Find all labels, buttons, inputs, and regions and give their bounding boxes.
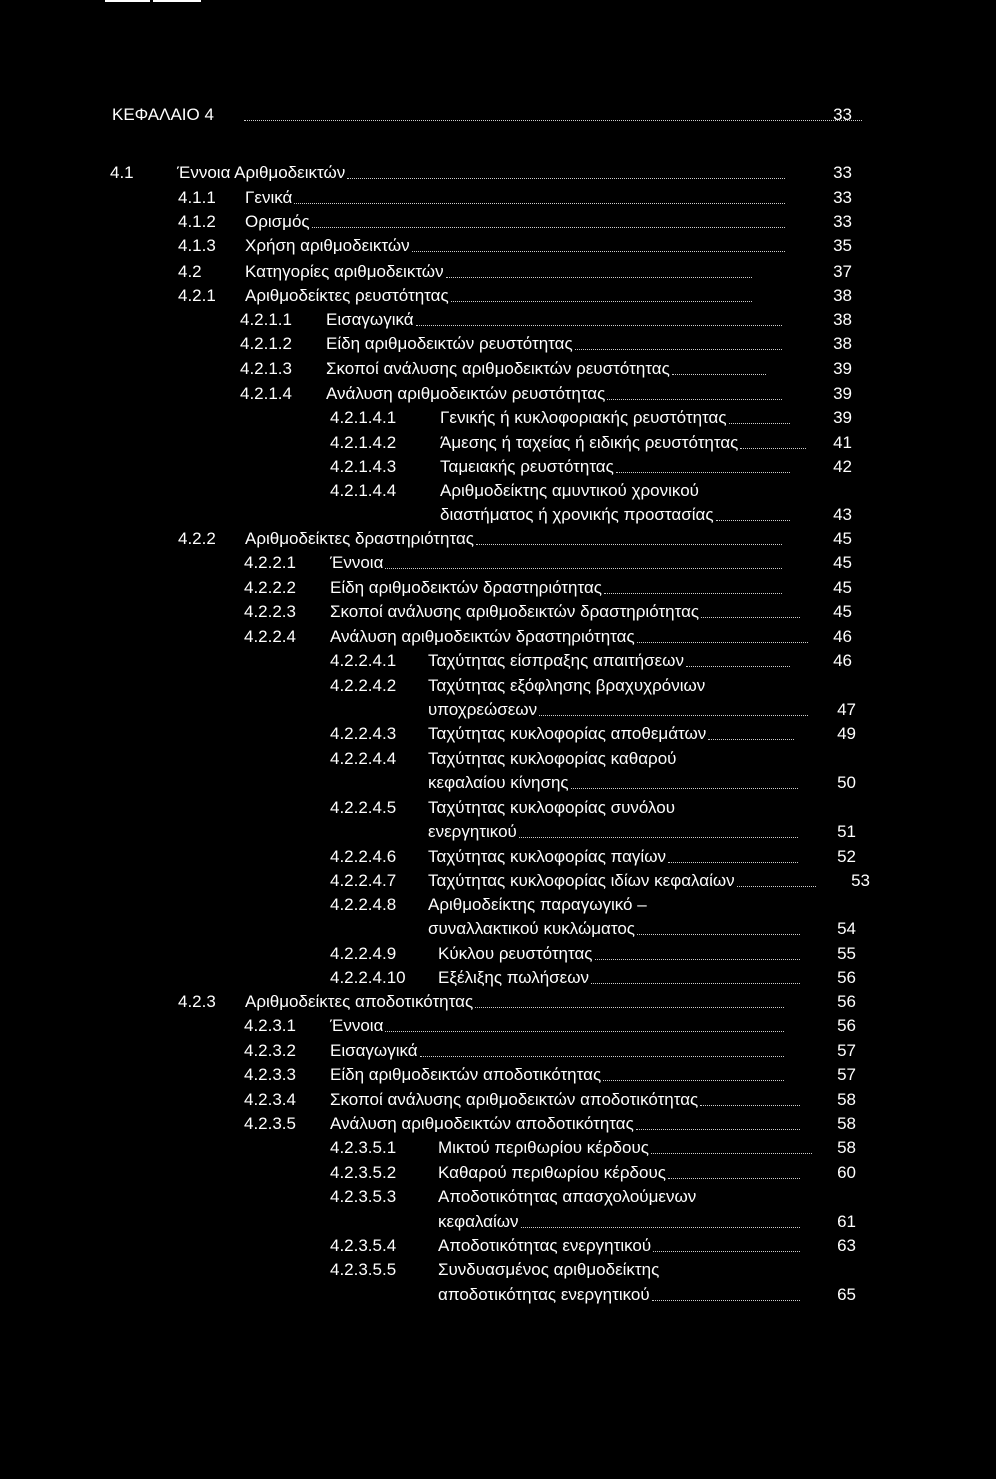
dot-leader [637, 642, 808, 643]
page-number: 60 [837, 1163, 856, 1182]
page-number: 43 [833, 505, 852, 524]
chapter-label: ΚΕΦΑΛΑΙΟ 4 [112, 105, 214, 124]
section-number: 4.1.3 [178, 236, 216, 255]
page-number: 47 [837, 700, 856, 719]
dot-leader [420, 1056, 784, 1057]
section-title: Εισαγωγικά [326, 310, 414, 329]
toc-entry [330, 649, 852, 673]
dot-leader [668, 1178, 800, 1179]
section-number: 4.2.2.4.7 [330, 871, 397, 890]
section-number: 4.2.2.4.1 [330, 651, 397, 670]
page-number: 42 [833, 457, 852, 476]
section-title: Κύκλου ρευστότητας [438, 944, 593, 963]
section-title: Ανάλυση αριθμοδεικτών αποδοτικότητας [330, 1114, 634, 1133]
page-number: 38 [833, 334, 852, 353]
section-number: 4.2.3.5.1 [330, 1138, 397, 1157]
dot-leader [672, 374, 766, 375]
section-number: 4.2.1.4.1 [330, 408, 397, 427]
section-number: 4.2.1.4.3 [330, 457, 397, 476]
section-title: Αποδοτικότητας απασχολούμενων [438, 1187, 697, 1206]
section-number: 4.2.1.4 [240, 384, 292, 403]
toc-entry [178, 990, 856, 1014]
toc-entry [330, 455, 852, 479]
dot-leader [385, 568, 782, 569]
page-number: 56 [837, 992, 856, 1011]
section-number: 4.2.1.3 [240, 359, 292, 378]
dot-leader [616, 472, 790, 473]
page-number: 57 [837, 1065, 856, 1084]
section-title: Χρήση αριθμοδεικτών [245, 236, 410, 255]
toc-entry [244, 1112, 856, 1136]
dot-leader [668, 862, 798, 863]
section-number: 4.2.3.5.3 [330, 1187, 397, 1206]
section-title: Είδη αριθμοδεικτών αποδοτικότητας [330, 1065, 602, 1084]
section-title: Σκοποί ανάλυσης αριθμοδεικτών αποδοτικότητας [330, 1090, 699, 1109]
toc-entry [330, 1234, 856, 1258]
toc-entry [240, 308, 852, 332]
toc-entry [244, 600, 852, 624]
section-title: Ταχύτητας κυκλοφορίας καθαρού [428, 749, 677, 768]
section-title: κεφαλαίου κίνησης [428, 773, 569, 792]
toc-entry [330, 917, 856, 941]
toc-entry [178, 260, 852, 284]
toc-entry [330, 845, 856, 869]
section-title: ενεργητικού [428, 822, 517, 841]
dot-leader [637, 934, 800, 935]
page-number: 49 [837, 724, 856, 743]
section-title: Κατηγορίες αριθμοδεικτών [245, 262, 444, 281]
dot-leader [575, 349, 782, 350]
section-title: αποδοτικότητας ενεργητικού [438, 1285, 650, 1304]
dot-leader [595, 959, 800, 960]
section-title: Ανάλυση αριθμοδεικτών δραστηριότητας [330, 627, 635, 646]
section-title: Γενικά [245, 188, 293, 207]
page-number: 35 [833, 236, 852, 255]
dot-leader [539, 715, 808, 716]
toc-entry [178, 527, 852, 551]
toc-entry [330, 1136, 856, 1160]
section-number: 4.2.3.3 [244, 1065, 296, 1084]
dot-leader [651, 1153, 812, 1154]
page-number: 54 [837, 919, 856, 938]
section-number: 4.2.2 [178, 529, 216, 548]
section-number: 4.2.1.4.4 [330, 481, 397, 500]
section-title: Αριθμοδείκτες δραστηριότητας [245, 529, 474, 548]
section-title: Ταχύτητας κυκλοφορίας παγίων [428, 847, 666, 866]
section-title: Εξέλιξης πωλήσεων [438, 968, 590, 987]
toc-entry [178, 210, 852, 234]
section-title: Καθαρού περιθωρίου κέρδους [438, 1163, 666, 1182]
page-number: 45 [833, 529, 852, 548]
toc-entry [240, 382, 852, 406]
toc-entry [330, 820, 856, 844]
section-number: 4.1.1 [178, 188, 216, 207]
section-number: 4.2.1.4.2 [330, 433, 397, 452]
page-number: 45 [833, 578, 852, 597]
dot-leader [716, 520, 790, 521]
section-title: συναλλακτικού κυκλώματος [428, 919, 636, 938]
toc-entry [244, 1039, 856, 1063]
section-title: Έννοια [330, 1016, 384, 1035]
section-title: Σκοποί ανάλυσης αριθμοδεικτών δραστηριότητας [330, 602, 700, 621]
section-number: 4.2.2.4.5 [330, 798, 397, 817]
dot-leader [740, 448, 806, 449]
toc-entry [244, 1088, 856, 1112]
section-title: Εισαγωγικά [330, 1041, 418, 1060]
dot-leader [476, 544, 782, 545]
section-number: 4.2.3.5.4 [330, 1236, 397, 1255]
dot-leader [451, 301, 752, 302]
section-number: 4.1 [110, 163, 134, 182]
toc-entry [110, 161, 852, 185]
section-title: Σκοποί ανάλυσης αριθμοδεικτών ρευστότητας [326, 359, 670, 378]
section-title: κεφαλαίων [438, 1212, 519, 1231]
page-number: 33 [833, 188, 852, 207]
dot-leader [607, 399, 782, 400]
toc-entry [330, 431, 852, 455]
section-title: Ταχύτητας κυκλοφορίας αποθεμάτων [428, 724, 707, 743]
dot-leader [653, 1251, 800, 1252]
chapter-heading [112, 103, 852, 127]
section-title: Μικτού περιθωρίου κέρδους [438, 1138, 649, 1157]
section-title: Ταμειακής ρευστότητας [440, 457, 614, 476]
dot-leader [729, 423, 790, 424]
section-title: Ανάλυση αριθμοδεικτών ρευστότητας [326, 384, 606, 403]
page-number: 38 [833, 286, 852, 305]
section-title: Γενικής ή κυκλοφοριακής ρευστότητας [440, 408, 727, 427]
toc-entry [330, 698, 856, 722]
section-number: 4.2.3 [178, 992, 216, 1011]
page-number: 53 [851, 871, 870, 890]
dot-leader [686, 666, 790, 667]
page-number: 41 [833, 433, 852, 452]
section-number: 4.2.3.4 [244, 1090, 296, 1109]
page-number: 45 [833, 553, 852, 572]
section-title: Αριθμοδείκτες ρευστότητας [245, 286, 449, 305]
page-number: 51 [837, 822, 856, 841]
toc-entry [240, 332, 852, 356]
dot-leader [475, 1007, 784, 1008]
toc-entry [330, 1283, 856, 1307]
toc-entry [244, 551, 852, 575]
section-number: 4.2.2.4.3 [330, 724, 397, 743]
toc-entry [178, 284, 852, 308]
dot-leader [604, 593, 782, 594]
section-title: Αριθμοδείκτης παραγωγικό – [428, 895, 647, 914]
section-title: Είδη αριθμοδεικτών δραστηριότητας [330, 578, 602, 597]
toc-entry [330, 1161, 856, 1185]
page-number: 38 [833, 310, 852, 329]
section-number: 4.2.1 [178, 286, 216, 305]
section-number: 4.2.1.2 [240, 334, 292, 353]
section-number: 4.2.2.2 [244, 578, 296, 597]
dot-leader [701, 617, 800, 618]
section-number: 4.2.1.1 [240, 310, 292, 329]
section-number: 4.2.2.4.2 [330, 676, 397, 695]
page-number: 33 [833, 163, 852, 182]
section-title: Έννοια Αριθμοδεικτών [177, 163, 346, 182]
section-title: διαστήματος ή χρονικής προστασίας [440, 505, 714, 524]
dot-leader [652, 1300, 800, 1301]
dot-leader [603, 1080, 784, 1081]
page-number: 57 [837, 1041, 856, 1060]
page-number: 33 [833, 212, 852, 231]
page-number: 58 [837, 1090, 856, 1109]
section-title: Αποδοτικότητας ενεργητικού [438, 1236, 652, 1255]
toc-entry [178, 186, 852, 210]
dot-leader [591, 983, 800, 984]
dot-leader [385, 1031, 784, 1032]
page-number: 56 [837, 1016, 856, 1035]
section-number: 4.2.3.1 [244, 1016, 296, 1035]
page-number: 52 [837, 847, 856, 866]
page-number: 56 [837, 968, 856, 987]
section-title: Ταχύτητας εξόφλησης βραχυχρόνιων [428, 676, 706, 695]
section-title: Είδη αριθμοδεικτών ρευστότητας [326, 334, 573, 353]
page-number: 61 [837, 1212, 856, 1231]
dot-leader [416, 325, 782, 326]
section-title: Έννοια [330, 553, 384, 572]
section-number: 4.2.3.5.5 [330, 1260, 397, 1279]
page-number: 39 [833, 408, 852, 427]
toc-entry [240, 357, 852, 381]
section-number: 4.1.2 [178, 212, 216, 231]
dot-leader [294, 203, 785, 204]
section-number: 4.2 [178, 262, 202, 281]
section-number: 4.2.3.2 [244, 1041, 296, 1060]
toc-entry [178, 234, 852, 258]
page-number: 55 [837, 944, 856, 963]
page-number: 63 [837, 1236, 856, 1255]
section-title: Ταχύτητας είσπραξης απαιτήσεων [428, 651, 684, 670]
chapter-page: 33 [833, 105, 852, 124]
toc-entry [330, 942, 856, 966]
section-title: Αριθμοδείκτης αμυντικού χρονικού [440, 481, 699, 500]
section-number: 4.2.2.4 [244, 627, 296, 646]
toc-entry [244, 1014, 856, 1038]
toc-entry [244, 625, 852, 649]
toc-entry [330, 869, 870, 893]
section-number: 4.2.3.5 [244, 1114, 296, 1133]
toc-entry [330, 966, 856, 990]
page-number: 46 [833, 651, 852, 670]
section-number: 4.2.2.4.6 [330, 847, 397, 866]
section-title: Άμεσης ή ταχείας ή ειδικής ρευστότητας [440, 433, 739, 452]
toc-entry [244, 576, 852, 600]
page-number: 37 [833, 262, 852, 281]
page-number: 65 [837, 1285, 856, 1304]
dot-leader [412, 251, 785, 252]
section-title: Ταχύτητας κυκλοφορίας ιδίων κεφαλαίων [428, 871, 735, 890]
page-number: 58 [837, 1114, 856, 1133]
section-title: υποχρεώσεων [428, 700, 538, 719]
section-number: 4.2.2.4.4 [330, 749, 397, 768]
page-number: 39 [833, 384, 852, 403]
section-number: 4.2.2.4.10 [330, 968, 406, 987]
toc-entry [244, 1063, 856, 1087]
page-number: 45 [833, 602, 852, 621]
toc-entry [330, 1210, 856, 1234]
section-title: Συνδυασμένος αριθμοδείκτης [438, 1260, 660, 1279]
page-number: 39 [833, 359, 852, 378]
section-number: 4.2.2.4.9 [330, 944, 397, 963]
section-number: 4.2.2.4.8 [330, 895, 397, 914]
page-number: 46 [833, 627, 852, 646]
dot-leader [700, 1105, 800, 1106]
section-number: 4.2.2.3 [244, 602, 296, 621]
toc-entry [330, 722, 856, 746]
dot-leader [446, 277, 752, 278]
section-title: Αριθμοδείκτες αποδοτικότητας [245, 992, 474, 1011]
section-number: 4.2.3.5.2 [330, 1163, 397, 1182]
page-number: 50 [837, 773, 856, 792]
dot-leader [737, 886, 816, 887]
section-number: 4.2.2.1 [244, 553, 296, 572]
dot-leader [347, 178, 785, 179]
page-number: 58 [837, 1138, 856, 1157]
toc-entry [330, 406, 852, 430]
section-title: Ταχύτητας κυκλοφορίας συνόλου [428, 798, 676, 817]
chapter-leader [244, 120, 862, 121]
section-title: Ορισμός [245, 212, 310, 231]
toc-entry [330, 771, 856, 795]
dot-leader [519, 837, 798, 838]
dot-leader [312, 227, 785, 228]
toc-entry [330, 503, 852, 527]
dot-leader [521, 1227, 800, 1228]
dot-leader [708, 739, 794, 740]
dot-leader [636, 1129, 800, 1130]
dot-leader [571, 788, 798, 789]
